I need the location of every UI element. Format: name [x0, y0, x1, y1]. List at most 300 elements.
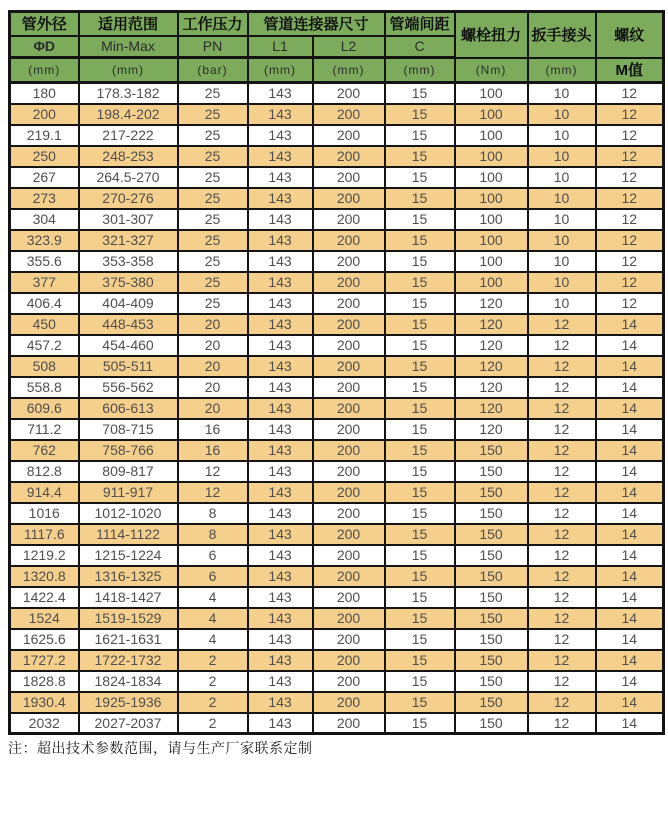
table-cell: 2	[178, 671, 248, 692]
table-cell: 14	[596, 629, 664, 650]
table-cell: 217-222	[79, 125, 178, 146]
unit-end-gap: (mm)	[385, 58, 455, 83]
table-cell: 100	[455, 272, 528, 293]
unit-wrench: (mm)	[528, 58, 596, 83]
table-cell: 25	[178, 251, 248, 272]
table-cell: 143	[248, 209, 313, 230]
table-cell: 14	[596, 461, 664, 482]
table-cell: 8	[178, 524, 248, 545]
table-cell: 120	[455, 356, 528, 377]
table-cell: 200	[313, 545, 385, 566]
table-cell: 911-917	[79, 482, 178, 503]
header-pressure: 工作压力	[178, 12, 248, 36]
table-cell: 12	[528, 671, 596, 692]
table-cell: 25	[178, 146, 248, 167]
table-cell: 2032	[10, 713, 79, 734]
table-cell: 15	[385, 524, 455, 545]
table-cell: 14	[596, 503, 664, 524]
table-cell: 15	[385, 587, 455, 608]
table-cell: 6	[178, 545, 248, 566]
table-cell: 1621-1631	[79, 629, 178, 650]
table-cell: 200	[313, 440, 385, 461]
table-cell: 200	[313, 692, 385, 713]
table-cell: 758-766	[79, 440, 178, 461]
table-cell: 15	[385, 146, 455, 167]
table-cell: 143	[248, 545, 313, 566]
table-row	[10, 650, 664, 671]
table-cell: 143	[248, 629, 313, 650]
table-cell: 14	[596, 419, 664, 440]
table-cell: 15	[385, 461, 455, 482]
table-cell: 10	[528, 125, 596, 146]
table-cell: 150	[455, 629, 528, 650]
table-cell: 1524	[10, 608, 79, 629]
table-cell: 143	[248, 524, 313, 545]
table-cell: 12	[528, 314, 596, 335]
table-cell: 355.6	[10, 251, 79, 272]
table-cell: 505-511	[79, 356, 178, 377]
table-row	[10, 272, 664, 293]
table-cell: 200	[313, 713, 385, 734]
header-outer-diameter: 管外径	[10, 12, 79, 36]
table-cell: 15	[385, 503, 455, 524]
table-cell: 143	[248, 293, 313, 314]
table-cell: 200	[313, 335, 385, 356]
spec-table-body	[10, 83, 664, 734]
table-cell: 10	[528, 104, 596, 125]
table-cell: 200	[313, 587, 385, 608]
table-cell: 2	[178, 713, 248, 734]
table-cell: 12	[528, 356, 596, 377]
table-row	[10, 587, 664, 608]
table-row	[10, 692, 664, 713]
table-cell: 143	[248, 377, 313, 398]
header-bolt-torque: 螺栓扭力	[455, 12, 528, 58]
table-cell: 323.9	[10, 230, 79, 251]
table-cell: 406.4	[10, 293, 79, 314]
table-cell: 143	[248, 587, 313, 608]
table-cell: 508	[10, 356, 79, 377]
table-cell: 14	[596, 587, 664, 608]
table-cell: 12	[528, 713, 596, 734]
table-cell: 200	[313, 314, 385, 335]
table-cell: 375-380	[79, 272, 178, 293]
table-cell: 25	[178, 230, 248, 251]
table-cell: 150	[455, 545, 528, 566]
table-cell: 606-613	[79, 398, 178, 419]
table-row	[10, 125, 664, 146]
table-row	[10, 251, 664, 272]
table-row	[10, 314, 664, 335]
table-row	[10, 524, 664, 545]
pipe-coupling-spec-table	[8, 10, 665, 735]
table-cell: 143	[248, 167, 313, 188]
table-cell: 100	[455, 125, 528, 146]
table-row	[10, 440, 664, 461]
table-row	[10, 566, 664, 587]
table-cell: 143	[248, 146, 313, 167]
table-cell: 15	[385, 482, 455, 503]
table-cell: 150	[455, 524, 528, 545]
table-row	[10, 671, 664, 692]
table-cell: 20	[178, 314, 248, 335]
table-cell: 4	[178, 587, 248, 608]
table-cell: 762	[10, 440, 79, 461]
table-cell: 250	[10, 146, 79, 167]
table-cell: 12	[528, 503, 596, 524]
table-cell: 14	[596, 671, 664, 692]
table-row	[10, 398, 664, 419]
table-cell: 10	[528, 146, 596, 167]
table-cell: 200	[313, 398, 385, 419]
table-cell: 100	[455, 188, 528, 209]
table-cell: 178.3-182	[79, 83, 178, 104]
table-cell: 304	[10, 209, 79, 230]
table-cell: 25	[178, 209, 248, 230]
table-row	[10, 356, 664, 377]
table-cell: 198.4-202	[79, 104, 178, 125]
table-cell: 120	[455, 419, 528, 440]
table-cell: 812.8	[10, 461, 79, 482]
table-cell: 200	[313, 251, 385, 272]
table-cell: 1727.2	[10, 650, 79, 671]
table-cell: 15	[385, 377, 455, 398]
unit-thread: M值	[596, 58, 664, 83]
table-cell: 150	[455, 608, 528, 629]
table-cell: 12	[596, 230, 664, 251]
table-cell: 200	[313, 146, 385, 167]
table-row	[10, 419, 664, 440]
table-cell: 200	[313, 650, 385, 671]
table-cell: 25	[178, 272, 248, 293]
table-cell: 267	[10, 167, 79, 188]
table-cell: 143	[248, 398, 313, 419]
table-row	[10, 377, 664, 398]
table-cell: 200	[313, 566, 385, 587]
table-cell: 15	[385, 608, 455, 629]
table-row	[10, 83, 664, 104]
table-cell: 377	[10, 272, 79, 293]
table-cell: 15	[385, 440, 455, 461]
table-cell: 1824-1834	[79, 671, 178, 692]
table-cell: 4	[178, 629, 248, 650]
table-row	[10, 188, 664, 209]
table-cell: 404-409	[79, 293, 178, 314]
table-cell: 143	[248, 692, 313, 713]
table-cell: 200	[313, 377, 385, 398]
table-cell: 143	[248, 671, 313, 692]
table-cell: 25	[178, 104, 248, 125]
table-cell: 100	[455, 251, 528, 272]
table-cell: 1117.6	[10, 524, 79, 545]
table-cell: 120	[455, 377, 528, 398]
table-cell: 12	[178, 461, 248, 482]
table-cell: 14	[596, 356, 664, 377]
table-cell: 200	[313, 671, 385, 692]
table-cell: 14	[596, 608, 664, 629]
table-cell: 12	[596, 104, 664, 125]
table-cell: 143	[248, 272, 313, 293]
table-cell: 15	[385, 419, 455, 440]
table-cell: 1215-1224	[79, 545, 178, 566]
table-cell: 200	[313, 83, 385, 104]
header-wrench: 扳手接头	[528, 12, 596, 58]
table-cell: 12	[596, 188, 664, 209]
table-cell: 15	[385, 629, 455, 650]
table-row	[10, 461, 664, 482]
unit-l1: (mm)	[248, 58, 313, 83]
table-cell: 1925-1936	[79, 692, 178, 713]
table-cell: 20	[178, 356, 248, 377]
header-range: 适用范围	[79, 12, 178, 36]
table-cell: 143	[248, 461, 313, 482]
table-cell: 12	[528, 629, 596, 650]
table-cell: 12	[596, 209, 664, 230]
table-cell: 273	[10, 188, 79, 209]
table-cell: 1519-1529	[79, 608, 178, 629]
header-thread: 螺纹	[596, 12, 664, 58]
table-row	[10, 167, 664, 188]
table-cell: 12	[596, 272, 664, 293]
table-cell: 1320.8	[10, 566, 79, 587]
table-cell: 14	[596, 650, 664, 671]
table-cell: 12	[528, 692, 596, 713]
table-cell: 16	[178, 440, 248, 461]
table-cell: 15	[385, 671, 455, 692]
table-row	[10, 629, 664, 650]
table-cell: 150	[455, 566, 528, 587]
header-row-titles	[10, 12, 664, 36]
table-cell: 15	[385, 545, 455, 566]
table-cell: 150	[455, 587, 528, 608]
table-cell: 143	[248, 188, 313, 209]
table-cell: 15	[385, 104, 455, 125]
table-cell: 15	[385, 335, 455, 356]
table-cell: 14	[596, 692, 664, 713]
table-row	[10, 230, 664, 251]
table-cell: 143	[248, 566, 313, 587]
table-cell: 1316-1325	[79, 566, 178, 587]
unit-l2: (mm)	[313, 58, 385, 83]
table-cell: 450	[10, 314, 79, 335]
table-cell: 200	[313, 482, 385, 503]
table-cell: 14	[596, 377, 664, 398]
table-cell: 14	[596, 524, 664, 545]
table-cell: 12	[528, 524, 596, 545]
table-cell: 200	[10, 104, 79, 125]
table-row	[10, 146, 664, 167]
table-cell: 248-253	[79, 146, 178, 167]
table-cell: 12	[528, 335, 596, 356]
table-cell: 12	[596, 167, 664, 188]
table-cell: 10	[528, 251, 596, 272]
table-cell: 120	[455, 314, 528, 335]
table-cell: 219.1	[10, 125, 79, 146]
table-cell: 143	[248, 608, 313, 629]
unit-pressure: (bar)	[178, 58, 248, 83]
table-cell: 14	[596, 482, 664, 503]
table-cell: 200	[313, 209, 385, 230]
table-cell: 4	[178, 608, 248, 629]
table-row	[10, 503, 664, 524]
table-cell: 15	[385, 83, 455, 104]
table-cell: 609.6	[10, 398, 79, 419]
table-cell: 1418-1427	[79, 587, 178, 608]
table-cell: 143	[248, 125, 313, 146]
table-cell: 321-327	[79, 230, 178, 251]
table-cell: 100	[455, 104, 528, 125]
table-cell: 914.4	[10, 482, 79, 503]
table-cell: 100	[455, 167, 528, 188]
table-cell: 15	[385, 272, 455, 293]
table-cell: 143	[248, 650, 313, 671]
table-cell: 100	[455, 83, 528, 104]
table-cell: 25	[178, 83, 248, 104]
symbol-outer-diameter: ΦD	[10, 36, 79, 58]
table-cell: 2	[178, 692, 248, 713]
table-cell: 10	[528, 209, 596, 230]
table-cell: 150	[455, 461, 528, 482]
table-cell: 15	[385, 650, 455, 671]
table-cell: 15	[385, 251, 455, 272]
table-cell: 100	[455, 209, 528, 230]
table-cell: 200	[313, 461, 385, 482]
table-cell: 143	[248, 230, 313, 251]
table-cell: 809-817	[79, 461, 178, 482]
table-row	[10, 482, 664, 503]
table-cell: 10	[528, 188, 596, 209]
table-cell: 25	[178, 188, 248, 209]
symbol-l1: L1	[248, 36, 313, 58]
table-cell: 143	[248, 335, 313, 356]
table-cell: 143	[248, 83, 313, 104]
table-cell: 448-453	[79, 314, 178, 335]
table-cell: 457.2	[10, 335, 79, 356]
table-cell: 200	[313, 419, 385, 440]
table-cell: 1219.2	[10, 545, 79, 566]
table-cell: 15	[385, 293, 455, 314]
table-cell: 454-460	[79, 335, 178, 356]
table-cell: 15	[385, 566, 455, 587]
table-cell: 12	[596, 146, 664, 167]
table-cell: 12	[528, 398, 596, 419]
table-cell: 12	[596, 83, 664, 104]
table-cell: 25	[178, 167, 248, 188]
table-cell: 14	[596, 314, 664, 335]
table-cell: 1930.4	[10, 692, 79, 713]
table-cell: 353-358	[79, 251, 178, 272]
table-cell: 12	[528, 482, 596, 503]
table-cell: 1722-1732	[79, 650, 178, 671]
table-row	[10, 293, 664, 314]
table-cell: 14	[596, 545, 664, 566]
table-cell: 12	[596, 125, 664, 146]
table-cell: 1016	[10, 503, 79, 524]
table-cell: 12	[528, 440, 596, 461]
table-cell: 200	[313, 230, 385, 251]
table-cell: 15	[385, 230, 455, 251]
table-cell: 150	[455, 671, 528, 692]
table-cell: 25	[178, 125, 248, 146]
table-cell: 15	[385, 692, 455, 713]
symbol-end-gap: C	[385, 36, 455, 58]
table-cell: 14	[596, 335, 664, 356]
table-row	[10, 545, 664, 566]
table-cell: 15	[385, 188, 455, 209]
table-cell: 120	[455, 293, 528, 314]
table-cell: 1828.8	[10, 671, 79, 692]
table-cell: 143	[248, 419, 313, 440]
table-cell: 143	[248, 314, 313, 335]
table-cell: 15	[385, 398, 455, 419]
table-cell: 14	[596, 713, 664, 734]
table-cell: 264.5-270	[79, 167, 178, 188]
table-cell: 558.8	[10, 377, 79, 398]
table-cell: 200	[313, 629, 385, 650]
table-cell: 1422.4	[10, 587, 79, 608]
table-cell: 12	[528, 587, 596, 608]
table-cell: 15	[385, 314, 455, 335]
table-cell: 16	[178, 419, 248, 440]
table-cell: 1625.6	[10, 629, 79, 650]
table-cell: 12	[528, 419, 596, 440]
table-cell: 143	[248, 713, 313, 734]
table-cell: 15	[385, 713, 455, 734]
table-row	[10, 335, 664, 356]
table-cell: 120	[455, 335, 528, 356]
unit-bolt-torque: (Nm)	[455, 58, 528, 83]
symbol-range: Min-Max	[79, 36, 178, 58]
table-header	[10, 12, 664, 83]
table-cell: 20	[178, 398, 248, 419]
table-cell: 12	[528, 608, 596, 629]
table-cell: 143	[248, 104, 313, 125]
table-row	[10, 713, 664, 734]
table-cell: 20	[178, 335, 248, 356]
table-cell: 15	[385, 167, 455, 188]
table-cell: 10	[528, 230, 596, 251]
unit-outer-diameter: (mm)	[10, 58, 79, 83]
table-cell: 12	[528, 566, 596, 587]
table-cell: 708-715	[79, 419, 178, 440]
table-cell: 200	[313, 167, 385, 188]
header-connector-size: 管道连接器尺寸	[248, 12, 385, 36]
table-cell: 150	[455, 692, 528, 713]
table-cell: 200	[313, 524, 385, 545]
table-cell: 200	[313, 503, 385, 524]
table-cell: 150	[455, 650, 528, 671]
symbol-pressure: PN	[178, 36, 248, 58]
table-cell: 100	[455, 146, 528, 167]
table-cell: 150	[455, 482, 528, 503]
table-cell: 8	[178, 503, 248, 524]
table-cell: 200	[313, 356, 385, 377]
table-cell: 10	[528, 293, 596, 314]
table-cell: 10	[528, 167, 596, 188]
table-cell: 150	[455, 713, 528, 734]
table-cell: 1114-1122	[79, 524, 178, 545]
table-cell: 143	[248, 440, 313, 461]
table-row	[10, 608, 664, 629]
table-cell: 120	[455, 398, 528, 419]
header-row-units	[10, 58, 664, 83]
table-cell: 200	[313, 188, 385, 209]
table-cell: 12	[178, 482, 248, 503]
table-cell: 200	[313, 272, 385, 293]
table-cell: 12	[596, 293, 664, 314]
table-cell: 15	[385, 209, 455, 230]
table-cell: 10	[528, 272, 596, 293]
